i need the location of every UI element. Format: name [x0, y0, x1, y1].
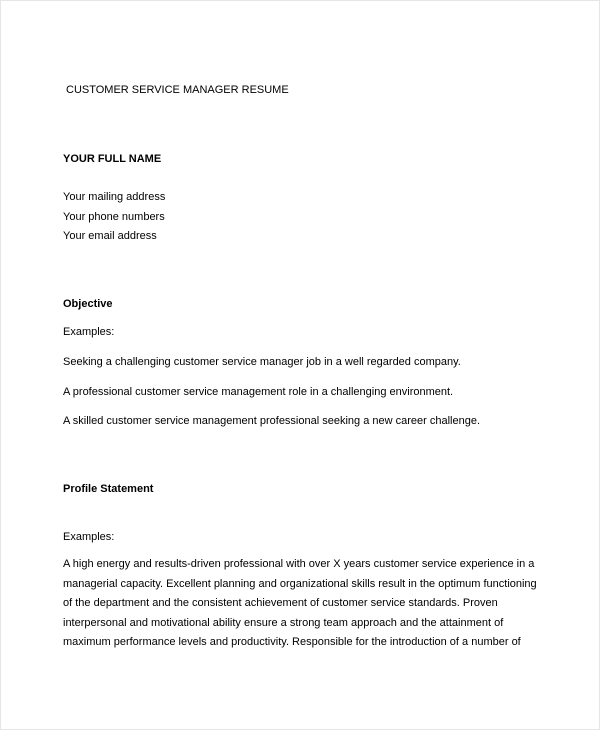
profile-heading: Profile Statement: [63, 483, 154, 495]
profile-line: of the department and the consistent achievement of customer service standards. Proven: [63, 597, 498, 610]
objective-example: Seeking a challenging customer service manager job in a well regarded company.: [63, 356, 461, 368]
full-name: YOUR FULL NAME: [63, 153, 162, 165]
objective-example: A professional customer service management role in a challenging environment.: [63, 386, 454, 398]
profile-line: managerial capacity. Excellent planning and organizational skills result in the optimum functioning: [63, 577, 537, 590]
objective-example: A skilled customer service management professional seeking a new career challenge.: [63, 415, 480, 427]
profile-line: A high energy and results-driven professional with over X years customer service experience in a: [63, 558, 535, 570]
objective-examples-label: Examples:: [63, 326, 115, 338]
objective-heading: Objective: [63, 298, 113, 310]
profile-examples-label: Examples:: [63, 531, 115, 543]
contact-mailing-address: Your mailing address: [63, 191, 166, 203]
document-title: CUSTOMER SERVICE MANAGER RESUME: [66, 84, 289, 96]
profile-line: interpersonal and motivational ability ensure a strong team approach and the attainment of: [63, 616, 504, 629]
contact-email-address: Your email address: [63, 230, 157, 242]
contact-phone-numbers: Your phone numbers: [63, 211, 165, 223]
profile-paragraph: [63, 555, 553, 653]
profile-line: maximum performance levels and productivity. Responsible for the introduction of a number of: [63, 636, 521, 649]
